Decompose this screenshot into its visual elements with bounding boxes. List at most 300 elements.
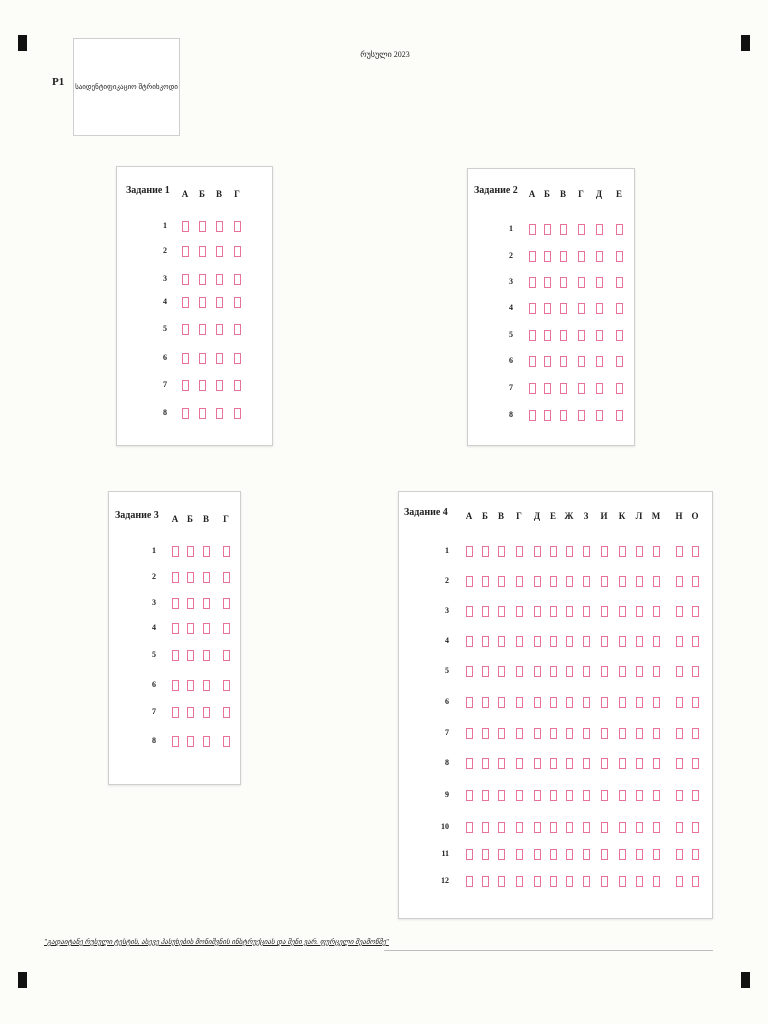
answer-checkbox[interactable] (636, 576, 643, 587)
answer-checkbox[interactable] (692, 636, 699, 647)
answer-checkbox[interactable] (692, 790, 699, 801)
answer-checkbox[interactable] (601, 697, 608, 708)
answer-checkbox[interactable] (216, 221, 223, 232)
answer-checkbox[interactable] (498, 849, 505, 860)
answer-checkbox[interactable] (482, 790, 489, 801)
answer-checkbox[interactable] (619, 546, 626, 557)
answer-checkbox[interactable] (199, 297, 206, 308)
answer-checkbox[interactable] (482, 576, 489, 587)
answer-checkbox[interactable] (482, 728, 489, 739)
answer-checkbox[interactable] (223, 680, 230, 691)
answer-checkbox[interactable] (498, 728, 505, 739)
answer-checkbox[interactable] (619, 576, 626, 587)
answer-checkbox[interactable] (583, 728, 590, 739)
answer-checkbox[interactable] (482, 822, 489, 833)
answer-checkbox[interactable] (216, 353, 223, 364)
answer-checkbox[interactable] (216, 297, 223, 308)
answer-checkbox[interactable] (529, 356, 536, 367)
answer-checkbox[interactable] (653, 636, 660, 647)
answer-checkbox[interactable] (601, 758, 608, 769)
answer-checkbox[interactable] (692, 849, 699, 860)
answer-checkbox[interactable] (216, 246, 223, 257)
registration-mark-bottom-left (18, 972, 27, 988)
answer-checkbox[interactable] (534, 546, 541, 557)
answer-checkbox[interactable] (583, 876, 590, 887)
answer-checkbox[interactable] (498, 758, 505, 769)
answer-checkbox[interactable] (550, 576, 557, 587)
answer-checkbox[interactable] (566, 790, 573, 801)
column-label: Л (635, 511, 643, 521)
answer-checkbox[interactable] (636, 697, 643, 708)
answer-checkbox[interactable] (199, 221, 206, 232)
answer-checkbox[interactable] (234, 297, 241, 308)
answer-checkbox[interactable] (596, 356, 603, 367)
answer-checkbox[interactable] (566, 728, 573, 739)
answer-checkbox[interactable] (616, 383, 623, 394)
answer-checkbox[interactable] (566, 636, 573, 647)
answer-checkbox[interactable] (636, 666, 643, 677)
answer-checkbox[interactable] (560, 330, 567, 341)
answer-checkbox[interactable] (182, 297, 189, 308)
answer-checkbox[interactable] (529, 224, 536, 235)
answer-checkbox[interactable] (653, 876, 660, 887)
answer-checkbox[interactable] (596, 251, 603, 262)
answer-checkbox[interactable] (199, 246, 206, 257)
answer-checkbox[interactable] (516, 876, 523, 887)
answer-checkbox[interactable] (466, 822, 473, 833)
answer-checkbox[interactable] (482, 758, 489, 769)
answer-checkbox[interactable] (187, 598, 194, 609)
answer-checkbox[interactable] (482, 876, 489, 887)
answer-checkbox[interactable] (566, 697, 573, 708)
column-label: Н (675, 511, 683, 521)
answer-checkbox[interactable] (550, 546, 557, 557)
answer-checkbox[interactable] (182, 353, 189, 364)
answer-checkbox[interactable] (601, 790, 608, 801)
answer-checkbox[interactable] (601, 822, 608, 833)
answer-checkbox[interactable] (544, 383, 551, 394)
answer-checkbox[interactable] (550, 790, 557, 801)
answer-checkbox[interactable] (692, 666, 699, 677)
answer-checkbox[interactable] (601, 849, 608, 860)
answer-checkbox[interactable] (583, 636, 590, 647)
task-panel-1 (116, 166, 273, 446)
answer-checkbox[interactable] (676, 822, 683, 833)
answer-checkbox[interactable] (482, 849, 489, 860)
answer-checkbox[interactable] (466, 790, 473, 801)
answer-checkbox[interactable] (578, 383, 585, 394)
answer-checkbox[interactable] (172, 623, 179, 634)
answer-checkbox[interactable] (636, 606, 643, 617)
answer-checkbox[interactable] (199, 408, 206, 419)
answer-checkbox[interactable] (529, 383, 536, 394)
answer-checkbox[interactable] (550, 822, 557, 833)
answer-checkbox[interactable] (516, 758, 523, 769)
answer-checkbox[interactable] (566, 849, 573, 860)
answer-checkbox[interactable] (172, 546, 179, 557)
answer-checkbox[interactable] (498, 636, 505, 647)
answer-checkbox[interactable] (596, 277, 603, 288)
answer-checkbox[interactable] (583, 576, 590, 587)
answer-checkbox[interactable] (544, 251, 551, 262)
answer-checkbox[interactable] (550, 849, 557, 860)
answer-checkbox[interactable] (182, 274, 189, 285)
column-label: Г (516, 511, 522, 521)
answer-checkbox[interactable] (560, 356, 567, 367)
answer-checkbox[interactable] (692, 606, 699, 617)
answer-checkbox[interactable] (466, 697, 473, 708)
answer-checkbox[interactable] (692, 546, 699, 557)
answer-checkbox[interactable] (203, 707, 210, 718)
answer-checkbox[interactable] (601, 876, 608, 887)
answer-checkbox[interactable] (601, 606, 608, 617)
answer-checkbox[interactable] (653, 666, 660, 677)
answer-checkbox[interactable] (216, 380, 223, 391)
answer-checkbox[interactable] (560, 383, 567, 394)
answer-checkbox[interactable] (534, 790, 541, 801)
answer-checkbox[interactable] (482, 636, 489, 647)
answer-checkbox[interactable] (550, 876, 557, 887)
answer-checkbox[interactable] (578, 277, 585, 288)
answer-checkbox[interactable] (653, 728, 660, 739)
answer-checkbox[interactable] (234, 221, 241, 232)
answer-checkbox[interactable] (616, 410, 623, 421)
answer-checkbox[interactable] (550, 758, 557, 769)
answer-checkbox[interactable] (578, 251, 585, 262)
answer-checkbox[interactable] (601, 576, 608, 587)
answer-checkbox[interactable] (466, 546, 473, 557)
answer-checkbox[interactable] (676, 576, 683, 587)
answer-checkbox[interactable] (636, 546, 643, 557)
footer-divider (384, 950, 713, 951)
answer-checkbox[interactable] (534, 758, 541, 769)
answer-checkbox[interactable] (544, 356, 551, 367)
answer-checkbox[interactable] (529, 277, 536, 288)
answer-checkbox[interactable] (498, 822, 505, 833)
answer-checkbox[interactable] (498, 876, 505, 887)
answer-checkbox[interactable] (534, 728, 541, 739)
answer-checkbox[interactable] (203, 650, 210, 661)
answer-checkbox[interactable] (223, 650, 230, 661)
answer-checkbox[interactable] (676, 636, 683, 647)
answer-checkbox[interactable] (172, 572, 179, 583)
answer-checkbox[interactable] (216, 324, 223, 335)
answer-checkbox[interactable] (482, 697, 489, 708)
answer-checkbox[interactable] (619, 876, 626, 887)
answer-checkbox[interactable] (534, 849, 541, 860)
answer-checkbox[interactable] (534, 636, 541, 647)
answer-checkbox[interactable] (529, 251, 536, 262)
answer-checkbox[interactable] (223, 598, 230, 609)
answer-checkbox[interactable] (534, 606, 541, 617)
answer-checkbox[interactable] (534, 666, 541, 677)
answer-checkbox[interactable] (516, 728, 523, 739)
answer-checkbox[interactable] (596, 330, 603, 341)
answer-checkbox[interactable] (182, 380, 189, 391)
answer-checkbox[interactable] (550, 697, 557, 708)
answer-checkbox[interactable] (199, 324, 206, 335)
answer-checkbox[interactable] (187, 650, 194, 661)
answer-checkbox[interactable] (187, 680, 194, 691)
answer-checkbox[interactable] (203, 623, 210, 634)
answer-checkbox[interactable] (616, 277, 623, 288)
answer-checkbox[interactable] (498, 666, 505, 677)
answer-checkbox[interactable] (653, 849, 660, 860)
answer-checkbox[interactable] (636, 876, 643, 887)
column-label: А (181, 189, 189, 199)
answer-checkbox[interactable] (516, 636, 523, 647)
answer-checkbox[interactable] (578, 224, 585, 235)
answer-checkbox[interactable] (550, 666, 557, 677)
row-number: 7 (445, 728, 449, 737)
answer-checkbox[interactable] (636, 822, 643, 833)
answer-checkbox[interactable] (601, 666, 608, 677)
answer-checkbox[interactable] (466, 666, 473, 677)
answer-checkbox[interactable] (172, 680, 179, 691)
column-label: Ж (564, 511, 574, 521)
answer-checkbox[interactable] (182, 408, 189, 419)
answer-checkbox[interactable] (566, 822, 573, 833)
answer-checkbox[interactable] (187, 707, 194, 718)
answer-checkbox[interactable] (234, 274, 241, 285)
answer-checkbox[interactable] (583, 822, 590, 833)
task-panel-2 (467, 168, 635, 446)
answer-checkbox[interactable] (223, 736, 230, 747)
answer-checkbox[interactable] (498, 606, 505, 617)
answer-checkbox[interactable] (544, 277, 551, 288)
answer-checkbox[interactable] (534, 697, 541, 708)
answer-checkbox[interactable] (566, 666, 573, 677)
answer-checkbox[interactable] (566, 546, 573, 557)
answer-checkbox[interactable] (653, 576, 660, 587)
answer-checkbox[interactable] (601, 728, 608, 739)
answer-checkbox[interactable] (466, 876, 473, 887)
answer-checkbox[interactable] (203, 546, 210, 557)
answer-checkbox[interactable] (583, 849, 590, 860)
answer-checkbox[interactable] (182, 324, 189, 335)
answer-checkbox[interactable] (172, 736, 179, 747)
answer-checkbox[interactable] (187, 546, 194, 557)
answer-checkbox[interactable] (653, 790, 660, 801)
answer-checkbox[interactable] (636, 758, 643, 769)
answer-checkbox[interactable] (616, 303, 623, 314)
answer-checkbox[interactable] (619, 822, 626, 833)
row-number: 8 (152, 736, 156, 745)
answer-checkbox[interactable] (199, 353, 206, 364)
answer-checkbox[interactable] (234, 246, 241, 257)
answer-checkbox[interactable] (692, 758, 699, 769)
answer-checkbox[interactable] (692, 728, 699, 739)
answer-checkbox[interactable] (529, 330, 536, 341)
answer-checkbox[interactable] (616, 224, 623, 235)
answer-checkbox[interactable] (199, 274, 206, 285)
answer-checkbox[interactable] (692, 697, 699, 708)
answer-checkbox[interactable] (676, 606, 683, 617)
registration-mark-bottom-right (741, 972, 750, 988)
answer-checkbox[interactable] (653, 606, 660, 617)
answer-checkbox[interactable] (601, 546, 608, 557)
answer-checkbox[interactable] (583, 697, 590, 708)
answer-checkbox[interactable] (619, 728, 626, 739)
answer-checkbox[interactable] (619, 758, 626, 769)
answer-checkbox[interactable] (234, 353, 241, 364)
answer-checkbox[interactable] (676, 697, 683, 708)
answer-checkbox[interactable] (619, 606, 626, 617)
answer-checkbox[interactable] (234, 380, 241, 391)
answer-checkbox[interactable] (182, 221, 189, 232)
answer-checkbox[interactable] (466, 849, 473, 860)
answer-checkbox[interactable] (172, 707, 179, 718)
answer-checkbox[interactable] (482, 546, 489, 557)
answer-checkbox[interactable] (596, 303, 603, 314)
answer-checkbox[interactable] (516, 849, 523, 860)
answer-checkbox[interactable] (636, 790, 643, 801)
answer-checkbox[interactable] (578, 356, 585, 367)
answer-checkbox[interactable] (199, 380, 206, 391)
answer-checkbox[interactable] (692, 876, 699, 887)
answer-checkbox[interactable] (676, 546, 683, 557)
answer-checkbox[interactable] (516, 790, 523, 801)
answer-checkbox[interactable] (203, 680, 210, 691)
answer-checkbox[interactable] (187, 623, 194, 634)
answer-checkbox[interactable] (466, 576, 473, 587)
row-number: 3 (509, 277, 513, 286)
answer-checkbox[interactable] (203, 598, 210, 609)
answer-checkbox[interactable] (619, 849, 626, 860)
answer-checkbox[interactable] (676, 876, 683, 887)
answer-checkbox[interactable] (578, 330, 585, 341)
answer-checkbox[interactable] (529, 303, 536, 314)
answer-checkbox[interactable] (578, 410, 585, 421)
answer-checkbox[interactable] (566, 758, 573, 769)
answer-checkbox[interactable] (560, 303, 567, 314)
answer-checkbox[interactable] (578, 303, 585, 314)
answer-checkbox[interactable] (636, 849, 643, 860)
answer-checkbox[interactable] (601, 636, 608, 647)
answer-checkbox[interactable] (616, 251, 623, 262)
answer-checkbox[interactable] (616, 356, 623, 367)
answer-checkbox[interactable] (676, 849, 683, 860)
answer-checkbox[interactable] (560, 410, 567, 421)
answer-checkbox[interactable] (636, 636, 643, 647)
answer-checkbox[interactable] (619, 666, 626, 677)
answer-checkbox[interactable] (498, 790, 505, 801)
answer-checkbox[interactable] (636, 728, 643, 739)
answer-checkbox[interactable] (653, 697, 660, 708)
answer-checkbox[interactable] (216, 408, 223, 419)
answer-checkbox[interactable] (182, 246, 189, 257)
answer-checkbox[interactable] (596, 224, 603, 235)
answer-checkbox[interactable] (466, 606, 473, 617)
answer-checkbox[interactable] (583, 606, 590, 617)
answer-checkbox[interactable] (466, 728, 473, 739)
column-label: И (600, 511, 608, 521)
answer-checkbox[interactable] (516, 606, 523, 617)
answer-checkbox[interactable] (234, 324, 241, 335)
answer-checkbox[interactable] (498, 576, 505, 587)
answer-checkbox[interactable] (583, 758, 590, 769)
answer-checkbox[interactable] (516, 546, 523, 557)
answer-checkbox[interactable] (560, 277, 567, 288)
answer-checkbox[interactable] (676, 666, 683, 677)
answer-checkbox[interactable] (676, 790, 683, 801)
answer-checkbox[interactable] (187, 572, 194, 583)
answer-checkbox[interactable] (566, 576, 573, 587)
answer-checkbox[interactable] (234, 408, 241, 419)
answer-checkbox[interactable] (550, 728, 557, 739)
answer-checkbox[interactable] (498, 546, 505, 557)
answer-checkbox[interactable] (550, 606, 557, 617)
answer-checkbox[interactable] (566, 606, 573, 617)
row-number: 12 (441, 876, 449, 885)
answer-checkbox[interactable] (529, 410, 536, 421)
answer-checkbox[interactable] (187, 736, 194, 747)
answer-checkbox[interactable] (616, 330, 623, 341)
answer-checkbox[interactable] (516, 822, 523, 833)
answer-checkbox[interactable] (544, 303, 551, 314)
answer-checkbox[interactable] (534, 576, 541, 587)
answer-checkbox[interactable] (172, 598, 179, 609)
answer-checkbox[interactable] (653, 546, 660, 557)
column-label: В (497, 511, 504, 521)
answer-checkbox[interactable] (550, 636, 557, 647)
answer-checkbox[interactable] (566, 876, 573, 887)
answer-checkbox[interactable] (534, 876, 541, 887)
answer-checkbox[interactable] (544, 224, 551, 235)
answer-checkbox[interactable] (466, 636, 473, 647)
answer-checkbox[interactable] (216, 274, 223, 285)
answer-checkbox[interactable] (482, 666, 489, 677)
row-number: 7 (509, 383, 513, 392)
answer-checkbox[interactable] (692, 576, 699, 587)
answer-checkbox[interactable] (692, 822, 699, 833)
answer-checkbox[interactable] (516, 576, 523, 587)
answer-checkbox[interactable] (560, 251, 567, 262)
answer-checkbox[interactable] (223, 623, 230, 634)
answer-checkbox[interactable] (466, 758, 473, 769)
answer-checkbox[interactable] (516, 666, 523, 677)
answer-checkbox[interactable] (560, 224, 567, 235)
answer-checkbox[interactable] (544, 410, 551, 421)
answer-checkbox[interactable] (676, 758, 683, 769)
answer-checkbox[interactable] (203, 736, 210, 747)
answer-checkbox[interactable] (203, 572, 210, 583)
column-label: А (171, 514, 179, 524)
answer-checkbox[interactable] (596, 410, 603, 421)
answer-checkbox[interactable] (583, 546, 590, 557)
answer-checkbox[interactable] (172, 650, 179, 661)
row-number: 1 (152, 546, 156, 555)
answer-checkbox[interactable] (498, 697, 505, 708)
answer-checkbox[interactable] (223, 707, 230, 718)
column-label: А (528, 189, 536, 199)
answer-checkbox[interactable] (676, 728, 683, 739)
answer-checkbox[interactable] (619, 697, 626, 708)
answer-checkbox[interactable] (619, 636, 626, 647)
answer-checkbox[interactable] (583, 666, 590, 677)
answer-checkbox[interactable] (619, 790, 626, 801)
answer-checkbox[interactable] (534, 822, 541, 833)
answer-checkbox[interactable] (596, 383, 603, 394)
answer-checkbox[interactable] (482, 606, 489, 617)
answer-checkbox[interactable] (544, 330, 551, 341)
answer-checkbox[interactable] (223, 546, 230, 557)
answer-checkbox[interactable] (583, 790, 590, 801)
answer-checkbox[interactable] (516, 697, 523, 708)
answer-checkbox[interactable] (653, 758, 660, 769)
answer-checkbox[interactable] (653, 822, 660, 833)
answer-checkbox[interactable] (223, 572, 230, 583)
